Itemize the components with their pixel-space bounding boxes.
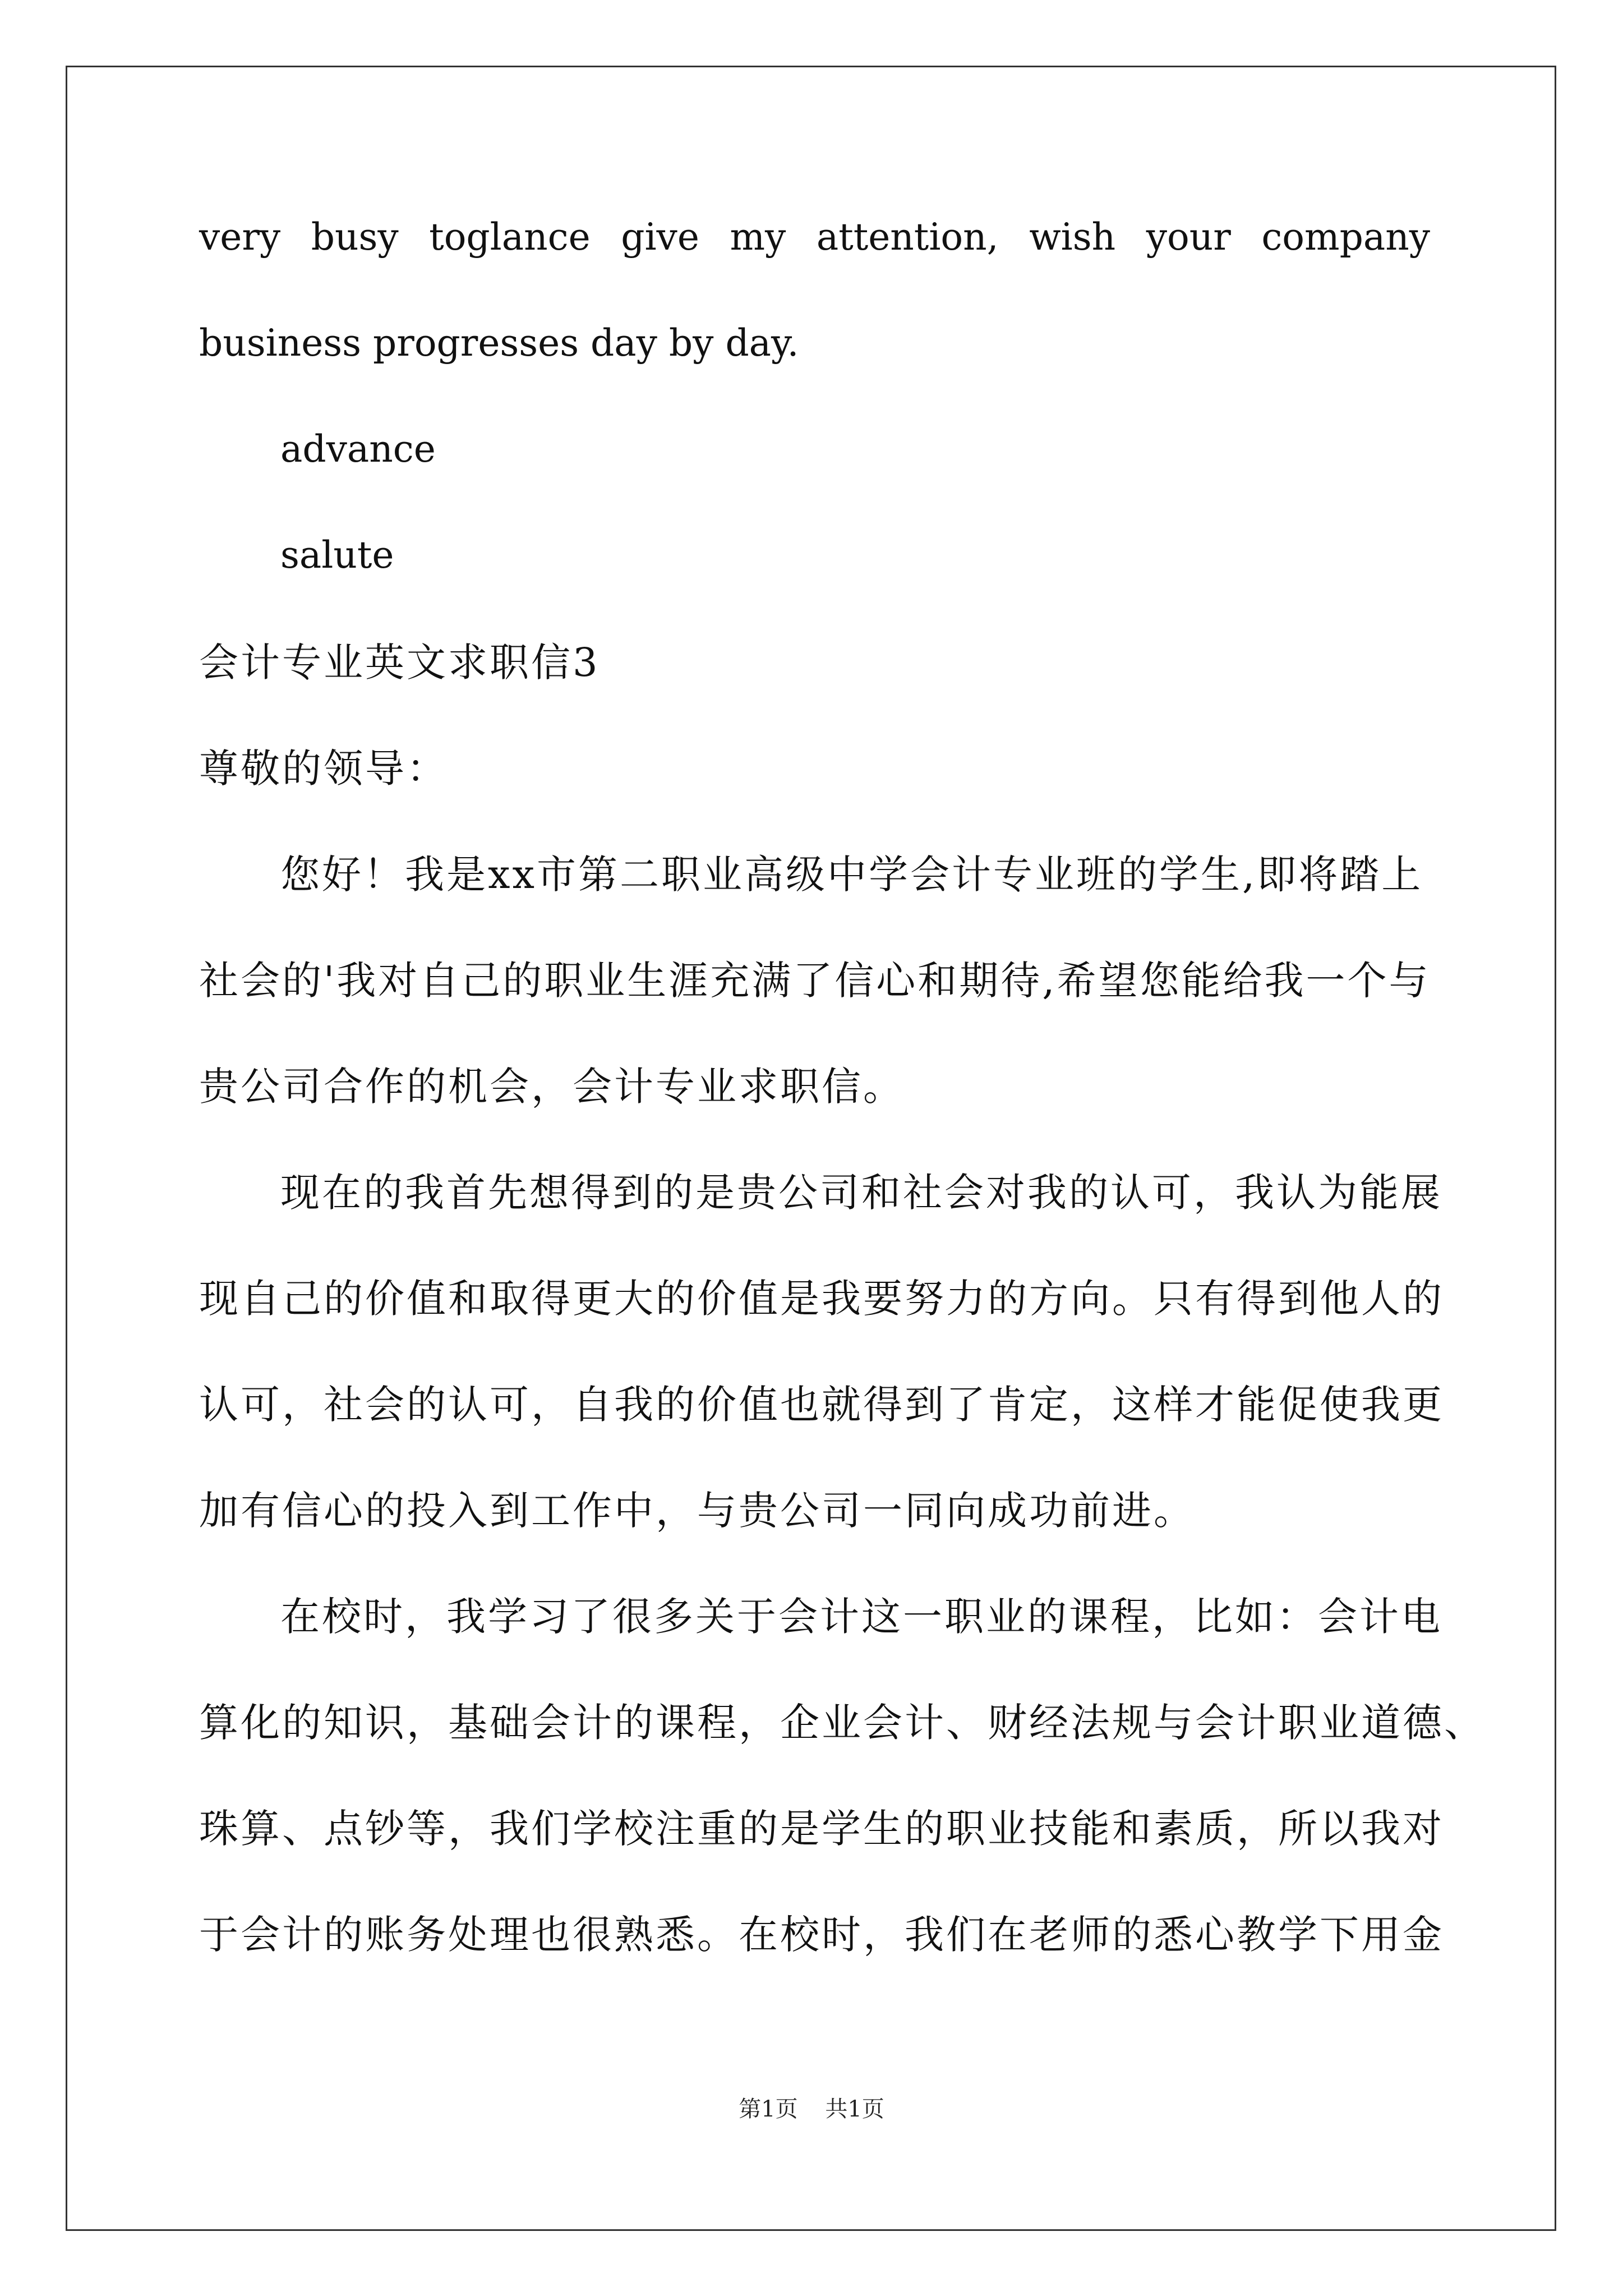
paragraph-line	[199, 215, 1430, 259]
word: give	[621, 215, 699, 259]
closing-line: salute	[280, 533, 394, 577]
paragraph-line: 认可，社会的认可，自我的价值也就得到了肯定，这样才能促使我更	[199, 1382, 1444, 1428]
word: your	[1146, 215, 1231, 259]
document-body	[199, 215, 1486, 2021]
paragraph-line: 珠算、点钞等，我们学校注重的是学生的职业技能和素质，所以我对	[199, 1806, 1444, 1852]
page-total: 共1页	[825, 2096, 884, 2122]
word: busy	[311, 215, 399, 259]
salutation: 尊敬的领导：	[199, 746, 448, 792]
closing-line: advance	[280, 427, 436, 471]
paragraph-line: 于会计的账务处理也很熟悉。在校时，我们在老师的悉心教学下用金	[199, 1912, 1444, 1958]
paragraph-line: 在校时，我学习了很多关于会计这一职业的课程，比如：会计电	[280, 1594, 1442, 1640]
paragraph-line: business progresses day by day.	[199, 321, 799, 365]
page-footer	[0, 2091, 1623, 2123]
paragraph-line: 加有信心的投入到工作中，与贵公司一同向成功前进。	[199, 1488, 1195, 1534]
paragraph-line: 算化的知识，基础会计的课程，企业会计、财经法规与会计职业道德、	[199, 1700, 1486, 1746]
paragraph-line: 现在的我首先想得到的是贵公司和社会对我的认可，我认为能展	[280, 1170, 1442, 1216]
paragraph-line: 社会的'我对自己的职业生涯充满了信心和期待,希望您能给我一个与	[199, 958, 1431, 1004]
word: wish	[1029, 215, 1116, 259]
paragraph-line: 您好！我是xx市第二职业高级中学会计专业班的学生,即将踏上	[280, 852, 1423, 898]
word: company	[1261, 215, 1430, 259]
word: toglance	[429, 215, 591, 259]
word: my	[730, 215, 786, 259]
word: very	[199, 215, 281, 259]
page-number: 第1页	[739, 2096, 798, 2122]
paragraph-line: 现自己的价值和取得更大的价值是我要努力的方向。只有得到他人的	[199, 1276, 1444, 1322]
section-heading: 会计专业英文求职信3	[199, 639, 600, 685]
paragraph-line: 贵公司合作的机会，会计专业求职信。	[199, 1064, 905, 1110]
word: attention,	[816, 215, 999, 259]
